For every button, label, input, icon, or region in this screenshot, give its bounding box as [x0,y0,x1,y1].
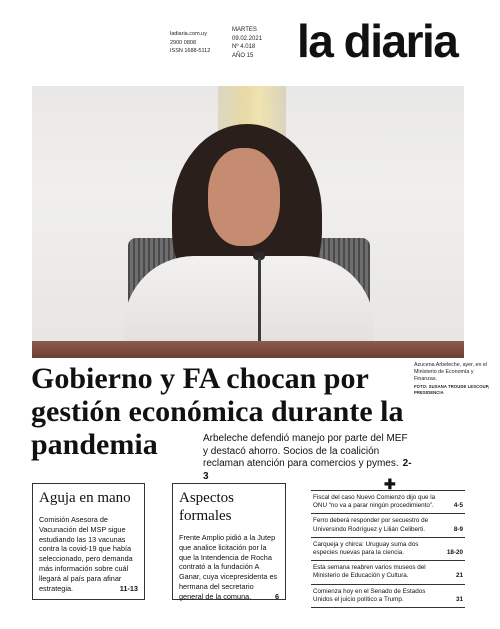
brief-pages: 31 [455,595,463,603]
phone-number: 2900 0808 [170,39,196,46]
box-body: Comisión Asesora de Vacunación del MSP sigue estudiando las 13 vacunas contra la covid-19 que había seleccionado, pero demanda más información sobre cuál llegará al país para afinar estrategia. [39,515,133,593]
table-shape [32,341,464,358]
box-text [179,533,279,602]
box-text [39,515,138,593]
face-shape [208,148,280,246]
lead-summary [203,433,413,483]
issue-number: Nº 4.018 [232,44,256,50]
photo-caption [414,362,496,396]
brief-text: Ferro deberá responder por secuestro de Universindo Rodríguez y Lilián Celiberti. [313,517,429,533]
brief-text: Esta semana reabren varios museos del Ministerio de Educación y Cultura. [313,564,426,580]
brief-item[interactable] [311,490,465,513]
brief-text: Carqueja y chirca: Uruguay suma dos especies nuevas para la ciencia. [313,540,419,557]
site-url: ladiaria.com.uy [170,31,207,37]
microphone-stand [258,258,261,348]
briefs-list [311,490,465,608]
issn: ISSN 1688-5112 [170,48,211,54]
plus-icon: ✚ [384,476,396,492]
issue-date: 09.02.2021 [232,35,263,42]
brief-pages: 4-5 [453,502,463,510]
story-box-rocha[interactable] [172,483,286,600]
newspaper-logo: la diaria [297,15,458,67]
brief-item[interactable] [311,537,465,560]
brief-item[interactable] [311,584,465,608]
box-pages: 6 [274,591,279,601]
brief-text: Fiscal del caso Nuevo Comienzo dijo que la ONU “no va a parar ningún procedimiento”. [313,494,436,510]
weekday: MARTES [232,27,257,33]
brief-pages: 21 [455,572,463,580]
summary-text: Arbeleche defendió manejo por parte del MEF y destacó ahorro. Socios de la coalición reclaman atención para comercios y pymes. [203,433,408,469]
masthead-contact [170,30,210,56]
story-box-vaccines[interactable] [32,483,145,600]
brief-text: Comienza hoy en el Senado de Estados Unidos el juicio político a Trump. [313,587,426,603]
caption-text: Azucena Arbeleche, ayer, en el Ministerio de Economía y Finanzas. [414,362,488,382]
lead-pages: 2-3 [203,458,412,482]
brief-item[interactable] [311,560,465,583]
issue-year: AÑO 15 [232,52,254,59]
brief-pages: 18-20 [446,549,463,557]
lead-photo [32,86,464,358]
photo-credit: FOTO: SUSANA TROUDE LESCOUP, PRESIDENCIA [414,384,490,395]
box-body: Frente Amplio pidió a la Jutep que analice licitación por la que la Intendencia de Rocha contrató a la fundación A Ganar, cuya vicepresidenta es hermana del secretario general de la comuna. [179,533,278,601]
issue-info [232,26,262,60]
box-title: Aguja en mano [39,490,131,506]
box-pages: 11-13 [119,583,138,593]
brief-pages: 8-9 [453,525,463,533]
brief-item[interactable] [311,513,465,536]
box-title: Aspectos formales [179,490,234,524]
lead-headline[interactable]: Gobierno y FA chocan por gestión económica durante la pandemia [31,362,404,461]
